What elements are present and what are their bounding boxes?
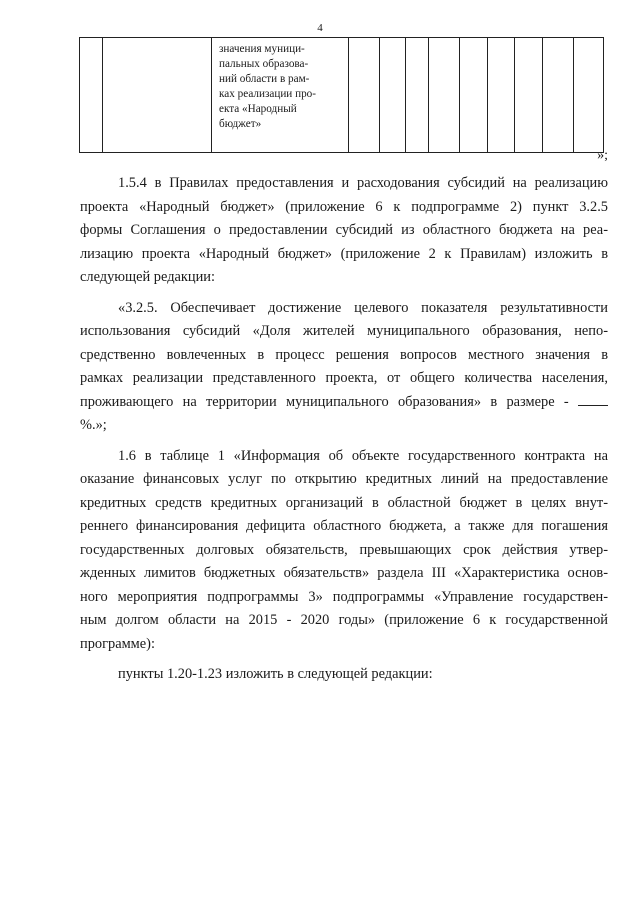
table-cell	[488, 38, 515, 153]
table-row	[80, 38, 604, 153]
text-line: жденных лимитов бюджетных обязательств» раздела III «Характеристика основ-	[80, 565, 608, 581]
table-cell	[429, 38, 460, 153]
table-cell-description	[212, 38, 349, 153]
document-body	[80, 172, 608, 694]
table-cell	[515, 38, 543, 153]
cell-text-line: ний области в рам-	[219, 73, 310, 85]
text-line: пункты 1.20-1.23 изложить в следующей редакции:	[118, 666, 433, 682]
text-line: реннего финансирования дефицита областного бюджета, а также для погашения	[80, 518, 608, 534]
text-line: использования субсидий «Доля жителей муниципального образования, непо-	[80, 323, 608, 339]
text-line: рамках реализации представленного проекта, от общего количества населения,	[80, 370, 608, 386]
closing-quote: »;	[597, 148, 608, 163]
text-line: следующей редакции:	[80, 269, 215, 285]
paragraph-items	[80, 663, 608, 687]
paragraph-1-5-4	[80, 172, 608, 290]
table-fragment	[79, 37, 604, 153]
cell-text-line: ках реализации про-	[219, 88, 316, 100]
text-line: 1.6 в таблице 1 «Информация об объекте государственного контракта на	[118, 447, 608, 464]
table-cell	[380, 38, 406, 153]
cell-text-line: бюджет»	[219, 118, 262, 130]
fill-in-blank	[578, 393, 608, 406]
paragraph-3-2-5	[80, 297, 608, 438]
text-line: %.»;	[80, 417, 107, 433]
page-number: 4	[317, 22, 323, 34]
cell-text-line: значения муници-	[219, 43, 305, 55]
text-line: проекта «Народный бюджет» (приложение 6 к подпрограмме 2) пункт 3.2.5	[80, 198, 608, 215]
text-line: кредитных средств кредитных организаций в областной бюджет в целях внут-	[80, 494, 608, 511]
text-line: ного мероприятия подпрограммы 3» подпрограммы «Управление государствен-	[80, 588, 608, 605]
text-line-content: проживающего на территории муниципального образования» в размере -	[80, 393, 569, 410]
text-line: оказание финансовых услуг по открытию кредитных линий на предоставление	[80, 471, 608, 487]
text-line-with-blank	[80, 391, 608, 415]
text-line: средственно вовлеченных в процесс решения вопросов местного значения в	[80, 346, 608, 363]
text-line: ным долгом области на 2015 - 2020 годы» (приложение 6 к государственной	[80, 612, 608, 628]
table-cell	[460, 38, 488, 153]
table-cell	[349, 38, 380, 153]
table-cell	[80, 38, 103, 153]
paragraph-1-6	[80, 445, 608, 657]
text-line: государственных долговых обязательств, превышающих срок действия утвер-	[80, 541, 608, 558]
text-line: «3.2.5. Обеспечивает достижение целевого показателя результативности	[118, 299, 608, 316]
text-line: программе):	[80, 635, 155, 652]
table-cell	[406, 38, 429, 153]
cell-text-line: пальных образова-	[219, 58, 309, 70]
cell-text-line: екта «Народный	[219, 103, 297, 115]
text-line: лизацию проекта «Народный бюджет» (приложение 2 к Правилам) изложить в	[80, 245, 608, 262]
text-line: 1.5.4 в Правилах предоставления и расходования субсидий на реализацию	[118, 175, 608, 191]
text-line: формы Соглашения о предоставлении субсидий из областного бюджета на реа-	[80, 222, 608, 238]
table-cell	[574, 38, 604, 153]
table-cell	[543, 38, 574, 153]
table-cell	[103, 38, 212, 153]
